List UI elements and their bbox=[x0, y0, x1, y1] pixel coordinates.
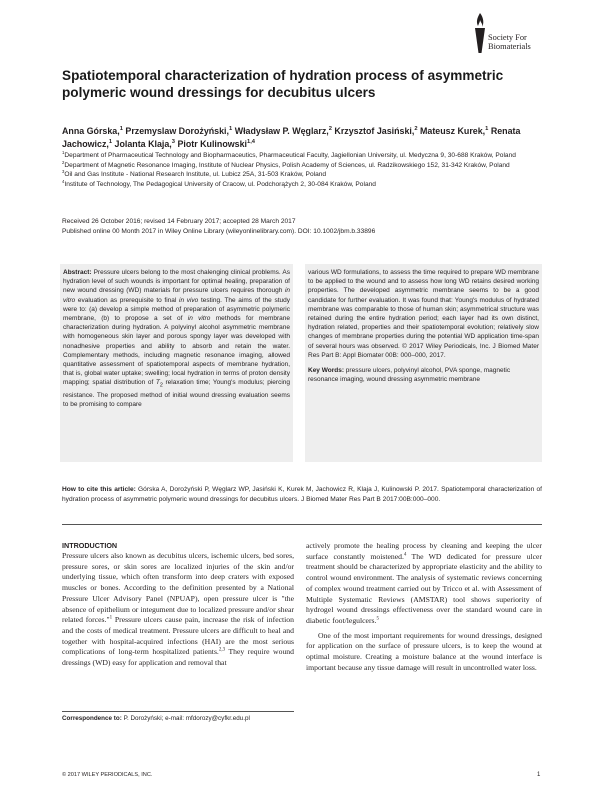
received-dates: Received 26 October 2016; revised 14 February 2017; accepted 28 March 2017 bbox=[62, 218, 296, 225]
author-affiliation-mark: 1 bbox=[485, 126, 489, 133]
author-affiliation-mark: 1 bbox=[229, 126, 233, 133]
intro-column-left bbox=[62, 551, 294, 669]
abstract-body-right: various WD formulations, to assess the time required to prepare WD membrane to be applied to the wound and to assess how long WD retains desired working properties. The developed asymmetric membrane seems to be a good candidate for further evaluation. It was found that: Young's modulus of hydrated membrane was comparable to those of human skin; asymmetrical structure was retained during the entire hydration period; each layer had its own distinct, hydration related, properties and their spatiotemporal evolution; relatively slow changes of membrane properties during the potential WD application time-span of several hours was observed. bbox=[308, 269, 539, 350]
cite-text: Górska A, Dorożyński P, Węglarz WP, Jasiński K, Kurek M, Jachowicz R, Klaja J, Kulinowski P. 2017. Spatiotemporal characterization of hydration process of asymmetric polymeric wound dressings for decubitus ulcers. J Biomed Mater Res Part B 2017:00B:000–000. bbox=[62, 486, 542, 503]
torch-logo-icon bbox=[474, 12, 486, 54]
abstract-label: Abstract: bbox=[63, 269, 92, 276]
author-list bbox=[62, 125, 542, 151]
author-affiliation-mark: 2 bbox=[328, 126, 332, 133]
author-name: Anna Górska, bbox=[62, 126, 120, 136]
correspondence-note bbox=[62, 715, 294, 722]
affiliation bbox=[62, 151, 542, 161]
author-affiliation-mark: 1 bbox=[119, 126, 123, 133]
correspondence-label: Correspondence to: bbox=[62, 715, 122, 722]
divider-rule bbox=[62, 524, 542, 525]
abstract-segment: evaluation as prerequisite to final bbox=[75, 296, 180, 304]
author-name: Piotr Kulinowski bbox=[177, 139, 247, 149]
abstract-segment: testing. The aims of the study were to: (a) develop a simple method of preparation of asymmetric polymeric membrane, (b) to propose a set of bbox=[63, 296, 290, 323]
society-for-biomaterials-logo bbox=[474, 12, 584, 56]
affiliation-mark: 4 bbox=[62, 178, 65, 184]
affiliation-text: Institute of Technology, The Pedagogical University of Cracow, ul. Podchorążych 2, 30-084 Kraków, Poland bbox=[64, 180, 376, 188]
author-affiliation-mark: 1,4 bbox=[246, 139, 255, 146]
intro-text: actively promote the healing process by cleaning and keeping the ulcer surface constantly moistened. bbox=[306, 541, 542, 561]
author-name: Przemyslaw Dorożyński, bbox=[125, 126, 229, 136]
how-to-cite bbox=[62, 485, 542, 504]
reference-mark: 2,3 bbox=[218, 647, 226, 653]
abstract-segment: methods for membrane characterization during hydration. A polyvinyl alcohol asymmetric membrane with homogeneous skin layer and porous spongy layer was developed with nonadhesive properties and ability to absorb and retain the water. Complementary methods, including magnetic resonance imaging, allowed quantitative assessment of spatiotemporal aspects of membrane hydration, that is, global water uptake; swelling; local hydration in terms of proton density mapping; spatial distribution of bbox=[63, 315, 290, 387]
intro-text: Pressure ulcers cause pain, increase the risk of infection and the costs of medical treatment. Pressure ulcers are difficult to heal and together with hospital-acquired infections (HAI) are the most serious complications of long-term hospitalized patients. bbox=[62, 615, 294, 657]
abstract-body-left bbox=[63, 269, 290, 408]
author-name: Krzysztof Jasiński, bbox=[334, 126, 415, 136]
author-name: Mateusz Kurek, bbox=[420, 126, 486, 136]
keywords bbox=[305, 360, 542, 384]
keywords-label: Key Words: bbox=[308, 367, 344, 375]
author-name: Jolanta Klaja, bbox=[114, 139, 172, 149]
abstract-segment: relaxation time; Young's modulus; piercing resistance. The proposed method of initial wound dressing evaluation seems to be promising to compare bbox=[63, 379, 290, 409]
reference-mark: 5 bbox=[376, 616, 379, 622]
abstract-italic: in vitro bbox=[187, 315, 211, 323]
abstract-copyright: © 2017 Wiley Periodicals, Inc. J Biomed Mater Res Part B: Appl Biomater 00B: 000–000, 2017. bbox=[308, 342, 539, 359]
affiliation bbox=[62, 170, 542, 180]
cite-label: How to cite this article: bbox=[62, 486, 136, 493]
page-number: 1 bbox=[537, 772, 541, 778]
intro-paragraph-2: One of the most important requirements for wound dressings, designed for application on the surface of pressure ulcers, is to keep the wound at optimal moisture. Creating a moisture balance at the wound interface is important because any tissue damage will result in uncontrolled water loss. bbox=[306, 630, 542, 672]
reference-mark: 1 bbox=[109, 615, 113, 621]
abstract-text-left bbox=[60, 264, 293, 409]
affiliation bbox=[62, 161, 542, 171]
affiliation-list bbox=[62, 151, 542, 189]
intro-text: The WD dedicated for pressure ulcer treatment should be characterized by appropriate elasticity and the ability to control wound environment. The analysis of systematic reviews concerning of complex wound treatment carried out by Tricco et al. with Assessment of Multiple Systematic Reviews (AMSTAR) tool shows superiority of hydrogel wound dressings effectiveness over the standard wound care in diabetic foot/legulcers. bbox=[306, 551, 542, 625]
author-name: Władysław P. Węglarz, bbox=[234, 126, 329, 136]
abstract-subscript: 2 bbox=[159, 382, 163, 389]
intro-column-right bbox=[306, 541, 542, 673]
author-name: Renata Jachowicz, bbox=[62, 126, 521, 149]
author-affiliation-mark: 2 bbox=[414, 126, 418, 133]
author-affiliation-mark: 1 bbox=[108, 139, 113, 146]
author-affiliation-mark: 3 bbox=[171, 139, 175, 146]
abstract-box-right bbox=[305, 264, 542, 462]
footnote-rule bbox=[62, 711, 294, 712]
intro-text: Pressure ulcers also known as decubitus ulcers, ischemic ulcers, bed sores, pressure sores, or skin sores are localized injuries of the skin and/or underlying tissue, which often transform into deep craters with exposed muscles or bones. According to the definition presented by a National Pressure Ulcer Advisory Panel (NPUAP), open pressure ulcer is "the absence of epithelium or integument due to localized pressure and/or shear related forces." bbox=[62, 551, 294, 625]
affiliation-text: Department of Magnetic Resonance Imaging, Institute of Nuclear Physics, Polish Academy of Sciences, ul. Radzikowskiego 152, 31-342 Kraków, Poland bbox=[64, 161, 510, 169]
intro-paragraph-1-cont bbox=[306, 541, 542, 627]
keywords-text: pressure ulcers, polyvinyl alcohol, PVA sponge, magnetic resonance imaging, wound dressing asymmetric membrane bbox=[308, 367, 511, 384]
abstract-italic: in vitro bbox=[63, 287, 290, 304]
publication-dates bbox=[62, 217, 542, 236]
intro-text: They require wound dressings (WD) easy for application and removal that bbox=[62, 647, 294, 668]
affiliation-mark: 2 bbox=[62, 159, 65, 165]
reference-mark: 4 bbox=[403, 552, 407, 558]
abstract-box-left bbox=[60, 264, 293, 462]
published-online: Published online 00 Month 2017 in Wiley Online Library (wileyonlinelibrary.com). DOI: 10.1002/jbm.b.33896 bbox=[62, 227, 376, 235]
footer-copyright: © 2017 WILEY PERIODICALS, INC. bbox=[62, 772, 153, 778]
section-heading-introduction: INTRODUCTION bbox=[62, 541, 118, 550]
affiliation-mark: 3 bbox=[62, 169, 65, 174]
logo-line-2: Biomaterials bbox=[488, 42, 531, 51]
article-title: Spatiotemporal characterization of hydration process of asymmetric polymeric wound dressings for decubitus ulcers bbox=[62, 68, 504, 100]
abstract-italic: T bbox=[155, 379, 160, 387]
correspondence-text: P. Dorożyński; e-mail: mfdorozy@cyfkr.edu.pl bbox=[121, 715, 250, 722]
affiliation-text: Oil and Gas Institute - National Research Institute, ul. Lubicz 25A, 31-503 Kraków, Poland bbox=[64, 171, 327, 179]
abstract-segment: Pressure ulcers belong to the most chalenging clinical problems. As hydration level of such wounds is important for optimal healing, preparation of new wound dressing (WD) materials for pressure ulcers requires thorough bbox=[63, 269, 290, 295]
affiliation-text: Department of Pharmaceutical Technology and Biopharmaceutics, Pharmaceutical Faculty, Jagiellonian University, ul. Medyczna 9, 30-688 Kraków, Poland bbox=[64, 152, 516, 159]
abstract-italic: in vivo bbox=[179, 296, 199, 304]
abstract-text-right bbox=[305, 264, 542, 360]
affiliation bbox=[62, 180, 542, 190]
logo-line-1: Society For bbox=[488, 33, 527, 42]
intro-paragraph-1 bbox=[62, 551, 294, 669]
affiliation-mark: 1 bbox=[62, 149, 65, 155]
